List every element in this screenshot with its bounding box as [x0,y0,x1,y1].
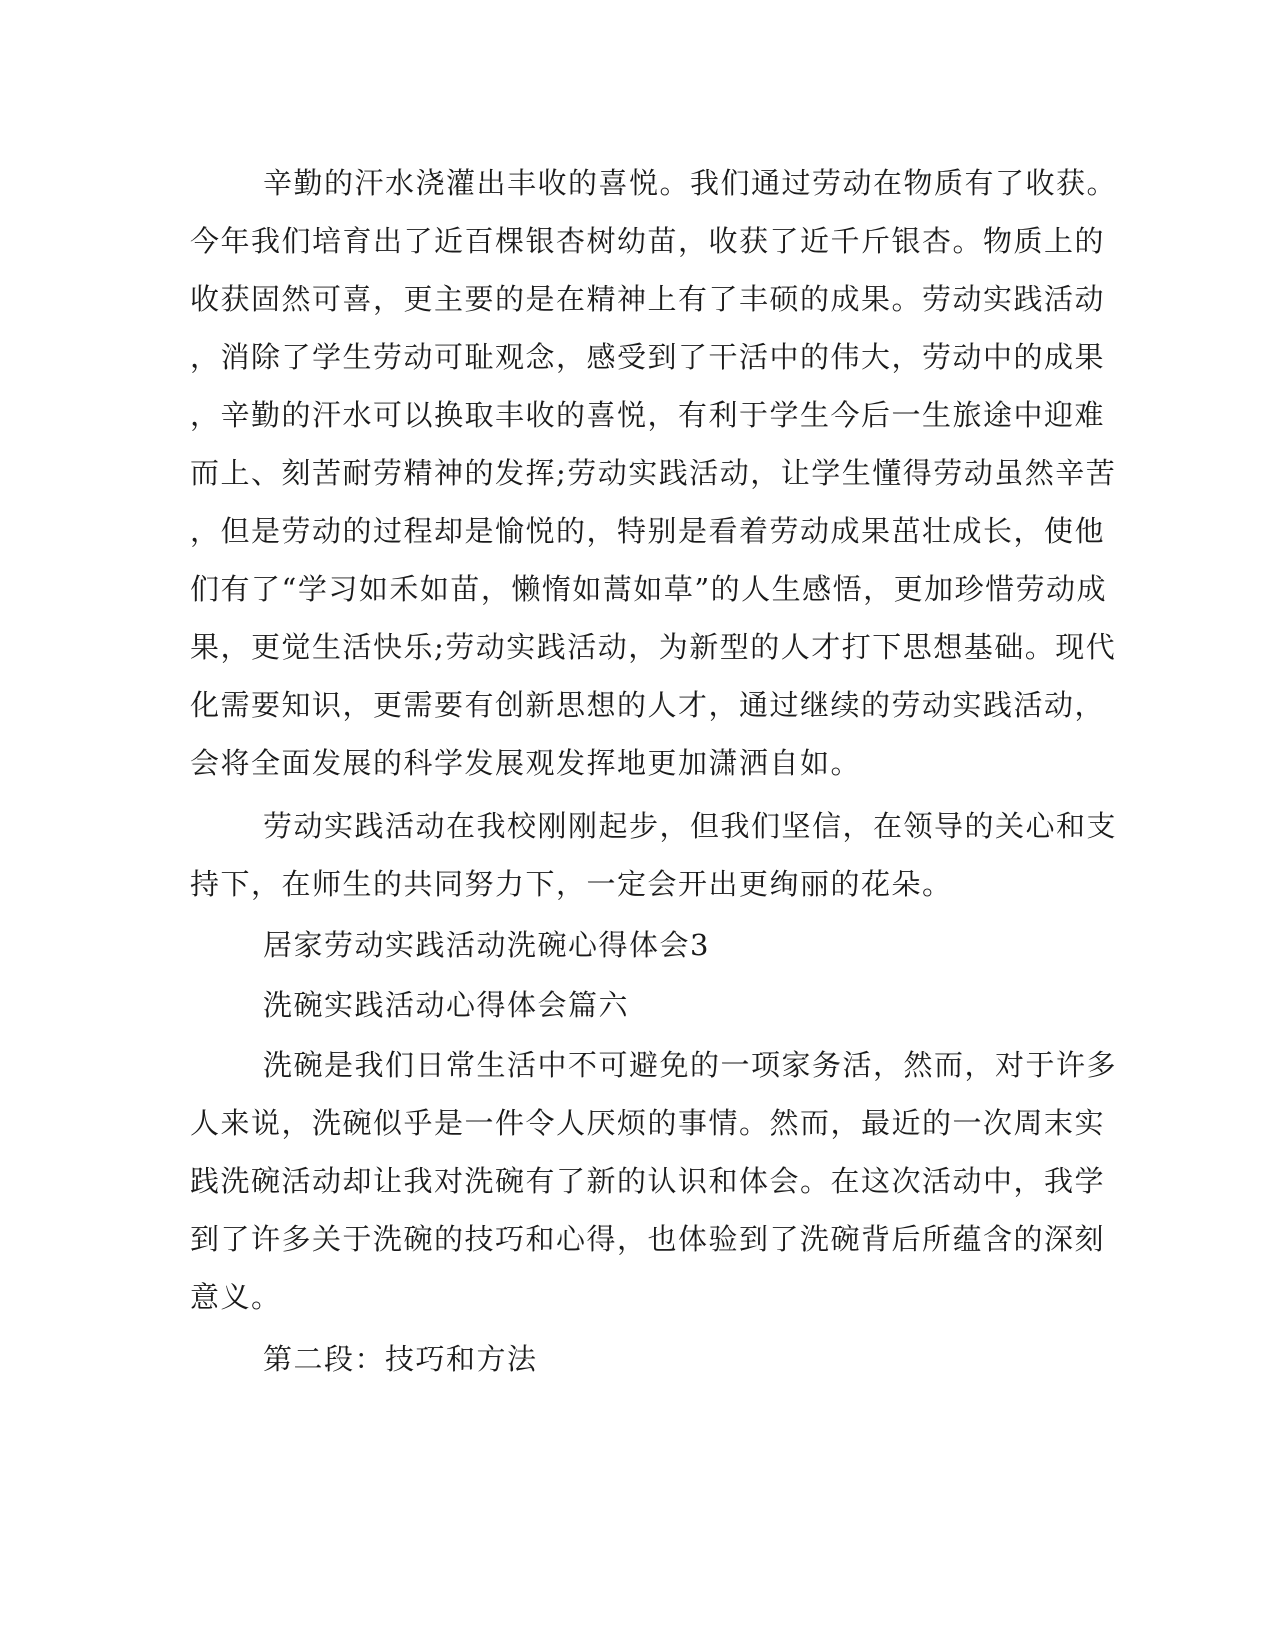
paragraph-1-line-6: 而上、刻苦耐劳精神的发挥;劳动实践活动，让学生懂得劳动虽然辛苦 [190,456,1117,490]
paragraph-3-line-3: 践洗碗活动却让我对洗碗有了新的认识和体会。在这次活动中，我学 [190,1164,1106,1198]
paragraph-1-line-1: 辛勤的汗水浇灌出丰收的喜悦。我们通过劳动在物质有了收获。 [263,166,1118,200]
paragraph-1-line-9: 果，更觉生活快乐;劳动实践活动，为新型的人才打下思想基础。现代 [190,630,1117,664]
paragraph-1-line-8: 们有了“学习如禾如苗，懒惰如蒿如草”的人生感悟，更加珍惜劳动成 [190,572,1108,606]
paragraph-2-line-2: 持下，在师生的共同努力下，一定会开出更绚丽的花朵。 [190,867,953,901]
paragraph-1-line-5: ，辛勤的汗水可以换取丰收的喜悦，有利于学生今后一生旅途中迎难 [190,398,1106,432]
paragraph-3-line-5: 意义。 [190,1280,282,1314]
section-subheading: 洗碗实践活动心得体会篇六 [263,988,630,1022]
paragraph-1-line-4: ，消除了学生劳动可耻观念，感受到了干活中的伟大，劳动中的成果 [190,340,1106,374]
paragraph-3-line-1: 洗碗是我们日常生活中不可避免的一项家务活，然而，对于许多 [263,1048,1118,1082]
paragraph-1-line-10: 化需要知识，更需要有创新思想的人才，通过继续的劳动实践活动， [190,688,1106,722]
section-heading: 居家劳动实践活动洗碗心得体会3 [263,928,710,962]
paragraph-1-line-7: ，但是劳动的过程却是愉悦的，特别是看着劳动成果茁壮成长，使他 [190,514,1106,548]
paragraph-1-line-2: 今年我们培育出了近百棵银杏树幼苗，收获了近千斤银杏。物质上的 [190,224,1106,258]
paragraph-3-line-2: 人来说，洗碗似乎是一件令人厌烦的事情。然而，最近的一次周末实 [190,1106,1106,1140]
paragraph-2-line-1: 劳动实践活动在我校刚刚起步，但我们坚信，在领导的关心和支 [263,809,1118,843]
paragraph-1-line-3: 收获固然可喜，更主要的是在精神上有了丰硕的成果。劳动实践活动 [190,282,1106,316]
paragraph-1-line-11: 会将全面发展的科学发展观发挥地更加潇洒自如。 [190,746,862,780]
paragraph-3-line-4: 到了许多关于洗碗的技巧和心得，也体验到了洗碗背后所蕴含的深刻 [190,1222,1106,1256]
section-title-part-2: 第二段：技巧和方法 [263,1342,538,1376]
